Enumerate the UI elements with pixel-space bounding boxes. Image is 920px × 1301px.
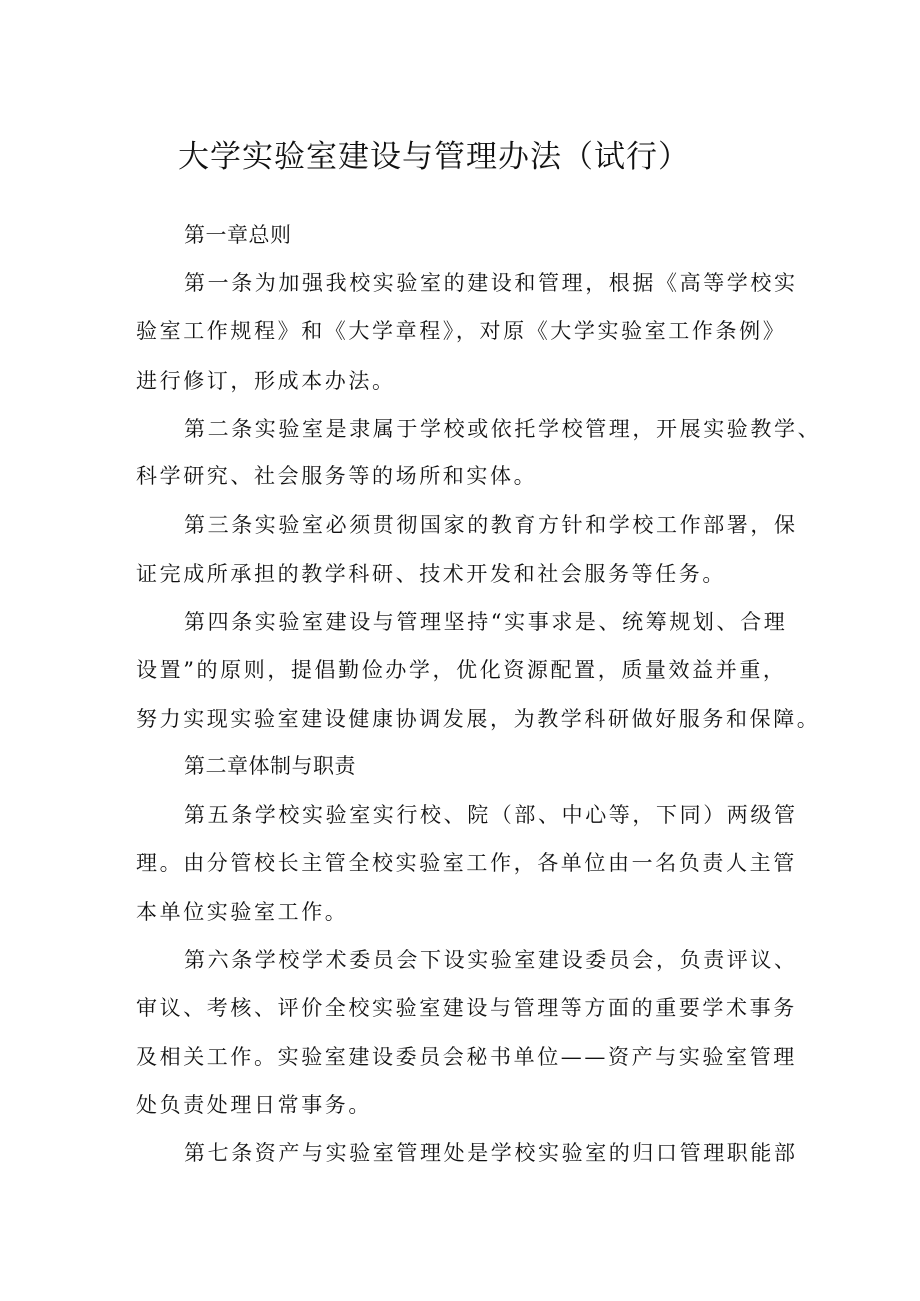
article-4-line-2: 设置”的原则，提倡勤俭办学，优化资源配置，质量效益并重，	[136, 658, 787, 682]
article-6-line-3: 及相关工作。实验室建设委员会秘书单位——资产与实验室管理	[136, 1045, 797, 1069]
article-4-line-3: 努力实现实验室建设健康协调发展，为教学科研做好服务和保障。	[136, 707, 821, 731]
document-title: 大学实验室建设与管理办法（试行）	[178, 139, 690, 175]
article-2-line-1: 第二条实验室是隶属于学校或依托学校管理，开展实验教学、	[184, 417, 822, 441]
article-6-line-4: 处负责处理日常事务。	[136, 1093, 372, 1117]
article-6-line-2: 审议、考核、评价全校实验室建设与管理等方面的重要学术事务	[136, 996, 797, 1020]
article-6-line-1: 第六条学校学术委员会下设实验室建设委员会，负责评议、	[184, 948, 798, 972]
article-3-line-1: 第三条实验室必须贯彻国家的教育方针和学校工作部署，保	[184, 513, 798, 537]
article-5-line-2: 理。由分管校长主管全校实验室工作，各单位由一名负责人主管	[136, 851, 797, 875]
article-1-line-3: 进行修订，形成本办法。	[136, 369, 396, 393]
article-7-line-1: 第七条资产与实验室管理处是学校实验室的归口管理职能部	[184, 1141, 798, 1165]
article-3-line-2: 证完成所承担的教学科研、技术开发和社会服务等任务。	[136, 562, 726, 586]
article-5-line-3: 本单位实验室工作。	[136, 900, 349, 924]
article-5-line-1: 第五条学校实验室实行校、院（部、中心等，下同）两级管	[184, 803, 798, 827]
article-1-line-2: 验室工作规程》和《大学章程》，对原《大学实验室工作条例》	[136, 319, 787, 343]
chapter-heading-2: 第二章体制与职责	[184, 754, 356, 778]
chapter-heading-1: 第一章总则	[184, 223, 292, 247]
article-4-line-1: 第四条实验室建设与管理坚持“实事求是、统筹规划、合理	[184, 610, 788, 634]
article-2-line-2: 科学研究、社会服务等的场所和实体。	[136, 464, 538, 488]
article-1-line-1: 第一条为加强我校实验室的建设和管理，根据《高等学校实	[184, 271, 798, 295]
